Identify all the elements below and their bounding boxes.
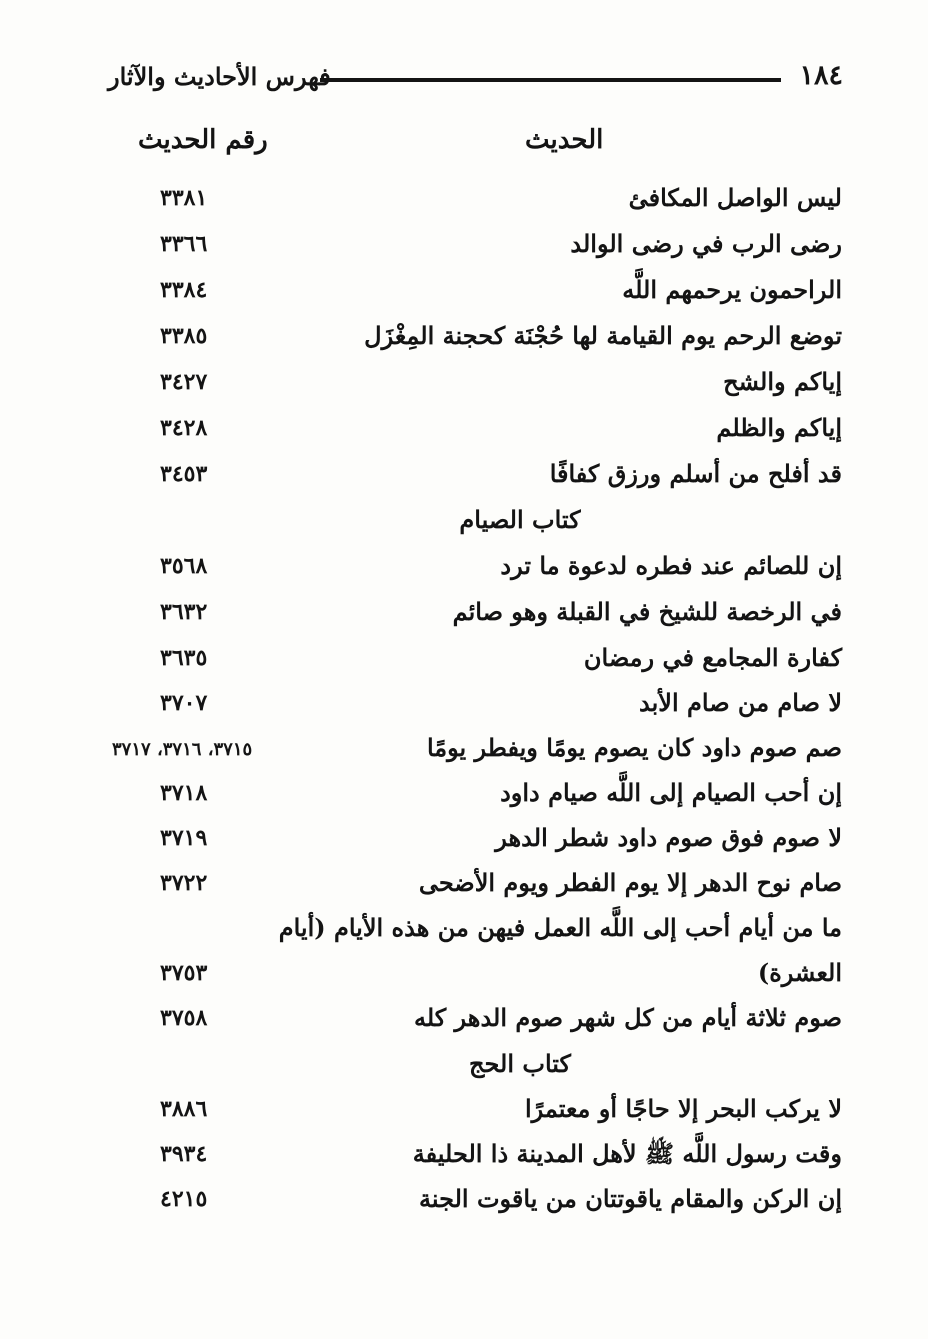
index-row <box>90 459 842 499</box>
running-title: فهرس الأحاديث والآثار <box>108 62 331 91</box>
hadith-text: قد أفلح من أسلم ورزق كفافًا <box>549 459 842 488</box>
hadith-text: إياكم والظلم <box>716 413 842 442</box>
header-rule <box>320 78 781 82</box>
index-row <box>90 275 842 315</box>
hadith-number: ٣٥٦٨ <box>160 553 208 579</box>
hadith-text: توضع الرحم يوم القيامة لها حُجْنَة كحجنة المِغْزَل <box>364 321 842 350</box>
column-header-hadith: الحديث <box>525 125 604 155</box>
hadith-number: ٣٣٦٦ <box>160 231 208 257</box>
hadith-text: إن للصائم عند فطره لدعوة ما ترد <box>500 551 842 580</box>
hadith-text: إن أحب الصيام إلى اللَّه صيام داود <box>500 778 842 807</box>
index-row <box>90 823 842 863</box>
index-row <box>90 551 842 591</box>
hadith-number: ٣٦٣٥ <box>160 645 208 671</box>
hadith-number: ٣٣٨١ <box>160 185 208 211</box>
hadith-text: رضى الرب في رضى الوالد <box>570 229 842 258</box>
hadith-number: ٤٢١٥ <box>160 1186 208 1212</box>
hadith-number: ٣٧٠٧ <box>160 690 208 716</box>
hadith-text: لا يركب البحر إلا حاجًا أو معتمرًا <box>524 1094 842 1123</box>
hadith-number: ٣٦٣٢ <box>160 599 208 625</box>
hadith-text: صوم ثلاثة أيام من كل شهر صوم الدهر كله <box>413 1003 842 1032</box>
index-row <box>90 321 842 361</box>
hadith-text: صم صوم داود كان يصوم يومًا ويفطر يومًا <box>426 733 842 762</box>
index-row <box>90 958 842 998</box>
index-row <box>90 778 842 818</box>
hadith-number: ٣٣٨٥ <box>160 323 208 349</box>
hadith-text: لا صام من صام الأبد <box>639 688 842 717</box>
hadith-text: ليس الواصل المكافئ <box>628 183 842 212</box>
hadith-text: لا صوم فوق صوم داود شطر الدهر <box>495 823 842 852</box>
hadith-number: ٣٩٣٤ <box>160 1141 208 1167</box>
index-row <box>90 1184 842 1224</box>
hadith-text: كفارة المجامع في رمضان <box>583 643 842 672</box>
page-header <box>108 58 843 98</box>
index-row <box>90 868 842 908</box>
hadith-number: ٣٧٥٣ <box>160 960 208 986</box>
index-row <box>90 367 842 407</box>
page-number: ١٨٤ <box>799 60 843 91</box>
index-row <box>90 597 842 637</box>
hadith-text: ما من أيام أحب إلى اللَّه العمل فيهن من هذه الأيام (أيام <box>278 913 842 942</box>
hadith-text: صام نوح الدهر إلا يوم الفطر ويوم الأضحى <box>418 868 842 897</box>
index-row <box>90 643 842 683</box>
hadith-text: وقت رسول اللَّه ﷺ لأهل المدينة ذا الحليفة <box>412 1139 842 1168</box>
hadith-number: ٣٤٢٨ <box>160 415 208 441</box>
index-row <box>90 688 842 728</box>
section-heading-hajj: كتاب الحج <box>469 1049 571 1078</box>
hadith-text: العشرة) <box>757 958 842 987</box>
hadith-text: الراحمون يرحمهم اللَّه <box>622 275 842 304</box>
hadith-number: ٣٤٥٣ <box>160 461 208 487</box>
section-heading-fasting: كتاب الصيام <box>459 505 581 534</box>
hadith-number: ٣٧١٨ <box>160 780 208 806</box>
hadith-text: إن الركن والمقام ياقوتتان من ياقوت الجنة <box>419 1184 842 1213</box>
hadith-text: إياكم والشح <box>723 367 842 396</box>
hadith-number: ٣٧١٥، ٣٧١٦، ٣٧١٧ <box>112 739 253 760</box>
hadith-number: ٣٣٨٤ <box>160 277 208 303</box>
hadith-text: في الرخصة للشيخ في القبلة وهو صائم <box>452 597 842 626</box>
hadith-number: ٣٧١٩ <box>160 825 208 851</box>
index-row <box>90 183 842 223</box>
index-row <box>90 733 842 773</box>
hadith-number: ٣٤٢٧ <box>160 369 208 395</box>
index-row <box>90 1094 842 1134</box>
index-row <box>90 413 842 453</box>
hadith-number: ٣٧٥٨ <box>160 1005 208 1031</box>
index-row <box>90 913 842 953</box>
hadith-number: ٣٨٨٦ <box>160 1096 208 1122</box>
index-row <box>90 1003 842 1043</box>
index-row <box>90 1139 842 1179</box>
index-row <box>90 229 842 269</box>
column-header-number: رقم الحديث <box>138 125 268 155</box>
hadith-number: ٣٧٢٢ <box>160 870 208 896</box>
